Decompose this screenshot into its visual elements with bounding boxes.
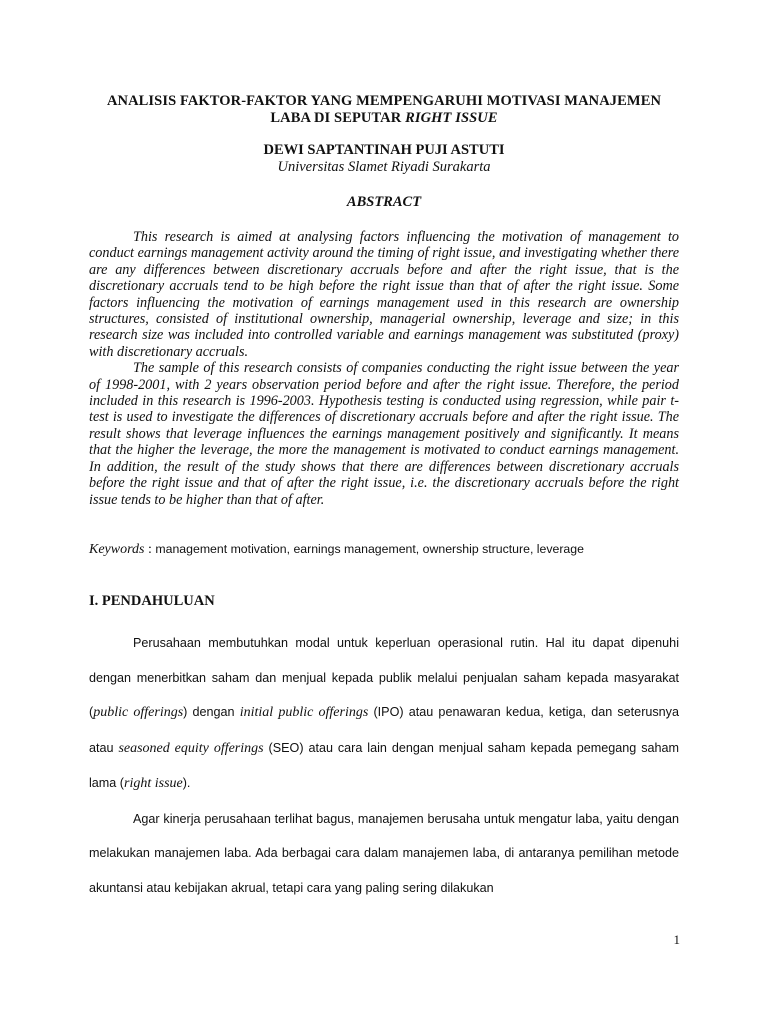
body-text-run: (SEO) atau cara lain dengan menjual saham kepada pemegang saham lama (	[89, 740, 680, 790]
section-heading: I. PENDAHULUAN	[89, 593, 215, 609]
abstract-paragraph-2: The sample of this research consists of companies conducting the right issue between the year of 1998-2001, with 2 years observation period before and after the right issue. Therefore, the period included in this research is 1996-2003. Hypothesis testing is conducted using regression, while pair t-test is used to investigate the differences of discretionary accruals before and after the right issue. The result shows that leverage influences the earnings management positively and significantly. It means that the higher the leverage, the more the management is motivated to conduct earnings management. In addition, the result of the study shows that there are differences between discretionary accruals before the right issue and that of after the right issue, i.e. the discretionary accruals before the right issue tends to be higher than that of after.	[89, 360, 679, 508]
italic-term: public offerings	[93, 705, 184, 720]
page-number: 1	[673, 932, 680, 947]
keywords-text: management motivation, earnings management, ownership structure, leverage	[155, 542, 584, 556]
title-line-2-italic: RIGHT ISSUE	[405, 110, 498, 126]
keywords-separator: :	[144, 542, 156, 557]
author-affiliation: Universitas Slamet Riyadi Surakarta	[277, 159, 491, 175]
body-paragraph-2: Agar kinerja perusahaan terlihat bagus, manajemen berusaha untuk mengatur laba, yaitu dengan melakukan manajemen laba. Ada berbagai cara dalam manajemen laba, di antaranya pemilihan metode akuntansi atau kebijakan akrual, tetapi cara yang paling sering dilakukan	[89, 811, 679, 895]
abstract-paragraph-1: This research is aimed at analysing factors influencing the motivation of management to conduct earnings management activity around the timing of right issue, and investigating whether there are any differences between discretionary accruals before and after the right issue, that is the discretionary accruals tend to be high before the right issue than that of after the right issue. Some factors influencing the motivation of earnings management used in this research are ownership structures, consisted of institutional ownership, managerial ownership, leverage and size; in this research size was included into controlled variable and earnings management was substituted (proxy) with discretionary accruals.	[89, 229, 679, 360]
body-text-run: ).	[182, 776, 191, 790]
paper-title	[60, 93, 708, 127]
title-line-2	[60, 110, 708, 127]
author-name: DEWI SAPTANTINAH PUJI ASTUTI	[263, 142, 505, 158]
italic-term: initial public offerings	[239, 705, 369, 720]
body-text-run: Perusahaan membutuhkan modal untuk keperluan operasional rutin. Hal itu dapat dipenuhi dengan menerbitkan saham dan menjual kepada publik melalui penjualan saham kepada masyarakat (	[89, 636, 679, 719]
abstract-heading: ABSTRACT	[346, 194, 422, 210]
abstract-body	[89, 229, 679, 508]
title-line-1: ANALISIS FAKTOR-FAKTOR YANG MEMPENGARUHI MOTIVASI MANAJEMEN	[106, 93, 662, 109]
body-text-run: ) dengan	[183, 705, 240, 719]
keywords-label: Keywords	[89, 542, 145, 557]
body-text-run: (IPO) atau penawaran kedua, ketiga, dan seterusnya atau	[89, 705, 679, 755]
body-paragraph-1	[89, 626, 679, 802]
italic-term: right issue	[124, 776, 183, 791]
italic-term: seasoned equity offerings	[118, 740, 264, 756]
keywords-line	[89, 540, 689, 559]
title-line-2-prefix: LABA DI SEPUTAR	[270, 110, 406, 126]
body-text	[89, 626, 679, 905]
